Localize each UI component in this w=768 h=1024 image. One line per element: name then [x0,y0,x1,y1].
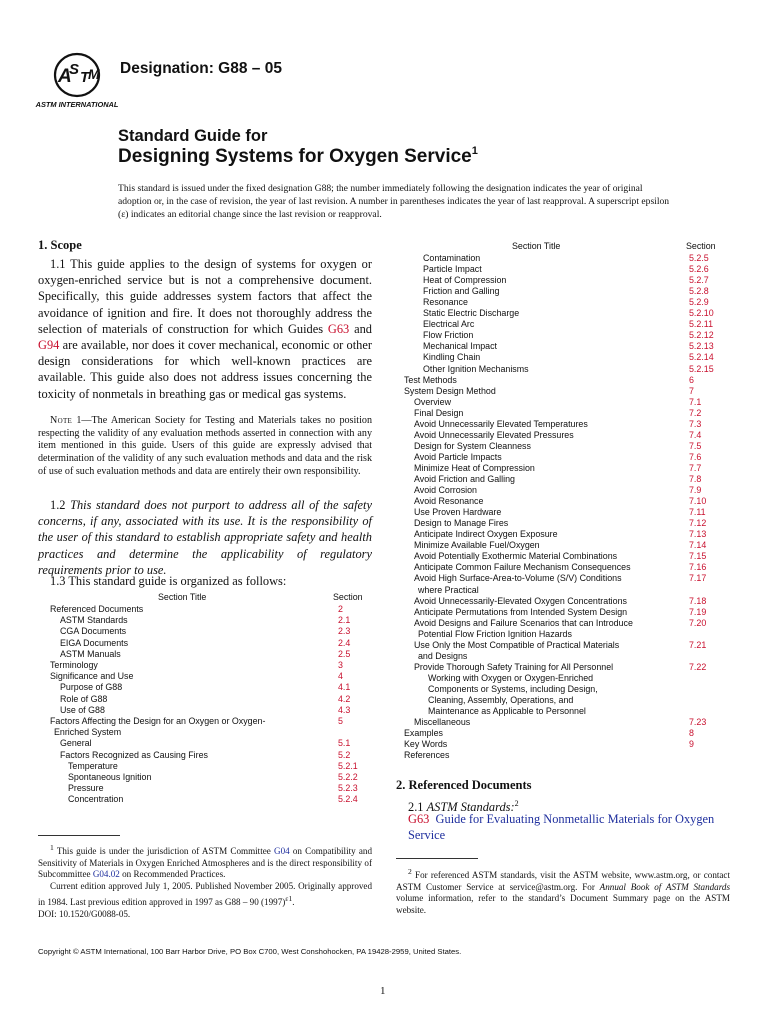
toc-row-section-link[interactable]: 7.16 [689,562,707,573]
svg-text:M: M [88,66,100,82]
toc-row-section-link[interactable]: 2.5 [338,648,351,659]
astm-logo [35,50,119,110]
toc-row-title: References [404,750,450,761]
note-label: Note [50,415,73,426]
footnote-1: $^1$ This guide is under the jurisdiction of ASTM Committee G04 on Compatibility and Sensitivity of Materials in Oxygen Enriched Atmospheres and is the direct responsibility of Subcommittee G04.02 on Recommended Practices. Current edition approved July 1, 2005. Published November 2005. Originally approved in 1984. Last previous edition approved in 1997 as G88 – 90 $(1997)^{\varepsilon 1}$. DOI: 10.1520/G0088-05. [38,843,372,919]
toc-row-title: Test Methods [404,374,457,385]
toc-header-title: Section Title [512,241,561,251]
toc-row-title: Static Electric Discharge [423,308,520,319]
toc-row-title: Pressure [68,783,104,794]
toc-row-title: Design to Manage Fires [414,518,509,529]
toc-row-title: Minimize Available Fuel/Oxygen [414,540,540,551]
astm-standards-subheading: 2.1 ASTM Standards:$^2$ [408,799,519,815]
g63-reference [408,811,730,843]
toc-row-title: Use Only the Most Compatible of Practical Materials [414,639,620,650]
footnote-2: $^2$ For referenced ASTM standards, visit the ASTM website, www.astm.org, or contact ASTM Customer Service at service@astm.org. For Annual Book of ASTM Standards volume information, refer to the standard’s Document Summary page on the ASTM website. [396,867,730,916]
toc-row-section-link[interactable]: 5.1 [338,738,351,749]
toc-row-section-link[interactable]: 3 [338,660,343,670]
toc-row-section-link[interactable]: 7.10 [689,496,707,507]
toc-row-title: Flow Friction [423,330,474,341]
scope-paragraph-1-3: 1.3 This standard guide is organized as follows: [50,574,287,588]
toc-row-section-link[interactable]: 4.2 [338,693,351,704]
toc-row-section-link[interactable]: 5.2.14 [689,352,714,363]
toc-row-section-link[interactable]: 5.2.1 [338,760,358,771]
toc-row-title: CGA Documents [60,626,127,637]
toc-row-title: Miscellaneous [414,717,471,728]
svg-text:ASTM INTERNATIONAL: ASTM INTERNATIONAL [35,100,119,109]
designation: Designation: G88 – 05 [120,60,282,77]
toc-row-section-link[interactable]: 7.1 [689,396,702,407]
svg-text:T: T [80,69,90,86]
toc-row-title: Contamination [423,253,481,263]
toc-row-title: Anticipate Common Failure Mechanism Consequences [414,562,631,573]
toc-header-section: Section [333,592,363,602]
toc-row-title: ASTM Standards [60,615,128,626]
toc-row-title: Use of G88 [60,704,105,715]
toc-row-title: ASTM Manuals [60,648,121,659]
toc-row-section-link[interactable]: 7.15 [689,551,707,562]
toc-row-title: Avoid Particle Impacts [414,451,502,462]
link-g04-02[interactable]: G04.02 [92,869,120,880]
toc-row-title: Minimize Heat of Compression [414,462,535,473]
toc-row-section-link[interactable]: 7.9 [689,485,702,496]
toc-row-title: Terminology [50,660,98,670]
toc-row-title: Spontaneous Ignition [68,772,152,782]
link-g63-title[interactable]: Guide for Evaluating Nonmetallic Materials for Oxygen Service [408,812,715,843]
toc-row-title: Resonance [423,297,468,308]
toc-row-title: Referenced Documents [50,604,144,614]
toc-row-section-link[interactable]: 7.2 [689,407,702,418]
toc-row-section-link[interactable]: 7.11 [689,507,706,518]
toc-row-section-link[interactable]: 7.8 [689,474,702,484]
toc-row-title: Heat of Compression [423,275,507,286]
toc-row-section-link[interactable]: 7.22 [689,661,707,672]
scope-paragraph-1-2: 1.2 This standard does not purport to address all of the safety concerns, if any, associated with its use. It is the responsibility of the user of this standard to establish appropriate safety and health practices and determine the applicability of regulatory requirements prior to use. [38,498,372,577]
toc-row-title: Significance and Use [50,671,134,682]
toc-row-title: Kindling Chain [423,352,481,363]
toc-row-section-link[interactable]: 7.13 [689,529,707,540]
link-g04[interactable]: G04 [274,846,290,857]
link-g63-ref[interactable]: G63 [408,812,430,826]
toc-row-title: and Designs [418,650,468,661]
toc-row-title: Provide Thorough Safety Training for All Personnel [414,661,614,672]
toc-row-title: Cleaning, Assembly, Operations, and [428,695,574,705]
toc-row-title: Friction and Galling [423,286,500,297]
toc-row-section-link[interactable]: 7.21 [689,639,707,650]
toc-row-section-link[interactable]: 5.2.6 [689,264,709,275]
toc-row-section-link[interactable]: 7 [689,385,694,396]
toc-row-section-link[interactable]: 7.3 [689,418,702,429]
toc-row-section-link[interactable]: 7.12 [689,518,707,529]
link-g94[interactable]: G94 [38,338,60,353]
toc-row-section-link[interactable]: 4.1 [338,682,351,693]
toc-header-section: Section [686,241,716,251]
toc-row-title: Other Ignition Mechanisms [423,363,529,374]
toc-row-section-link[interactable]: 5.2.11 [689,319,714,330]
toc-row-title: Avoid Potentially Exothermic Material Combinations [414,551,618,562]
toc-row-title: Role of G88 [60,693,108,704]
toc-row-section-link[interactable]: 2.4 [338,637,351,648]
toc-row-section-link[interactable]: 9 [689,739,694,750]
note-1: Note 1—The American Society for Testing and Materials takes no position respecting the validity of any evaluation methods asserted in connection with any item mentioned in this guide. Users of this guide are expressly advised that determination of the validity of any such evaluation methods and data and the risk of use of such evaluation methods and data are entirely their own responsibility. [38,415,372,477]
toc-row-title: Avoid Designs and Failure Scenarios that can Introduce [414,617,633,628]
toc-row-title: System Design Method [404,385,496,396]
toc-row-title: Anticipate Indirect Oxygen Exposure [414,529,558,540]
link-g63[interactable]: G63 [327,321,350,336]
toc-header-title: Section Title [158,592,207,602]
title-footnote-ref[interactable]: 1 [471,145,478,157]
toc-row-title: Avoid Resonance [414,496,484,507]
toc-row-title: Maintenance as Applicable to Personnel [428,706,586,717]
toc-row-title: where Practical [418,584,479,595]
toc-row-title: Potential Flow Friction Ignition Hazards [418,628,572,639]
svg-text:A: A [58,66,72,87]
scope-paragraph-1-1: 1.1 This guide applies to the design of systems for oxygen or oxygen-enriched service but is not a comprehensive document. Specifically, this guide addresses system factors that affect the avoidance of ignition and fire. It does not thoroughly address the selection of materials of construction for which Guides G63 and G94 are available, nor does it cover mechanical, economic or other design considerations for which well-known practices are available. This guide also does not address issues concerning the toxicity of nonmetals in breathing gas or medical gas systems. [38,257,372,401]
toc-row-section-link[interactable]: 5.2.8 [689,286,709,297]
toc-row-section-link[interactable]: 5.2.4 [338,794,358,805]
toc-row-section-link[interactable]: 7.4 [689,429,702,440]
toc-row-section-link[interactable]: 8 [689,728,694,739]
toc-row-title: Temperature [68,760,118,771]
toc-row-title: General [60,738,92,749]
toc-row-title: Avoid High Surface-Area-to-Volume (S/V) Conditions [414,573,622,584]
toc-row-section-link[interactable]: 5.2.5 [689,253,709,263]
toc-row-section-link[interactable]: 7.19 [689,606,707,617]
toc-row-section-link[interactable]: 2.3 [338,626,351,637]
toc-row-section-link[interactable]: 5.2.3 [338,783,358,794]
toc-row-title: EIGA Documents [60,637,129,648]
svg-text:S: S [69,61,80,78]
toc-row-title: Working with Oxygen or Oxygen-Enriched [428,672,594,683]
toc-row-title: Final Design [414,407,464,418]
toc-row-title: Anticipate Permutations from Intended System Design [414,606,628,617]
toc-row-section-link[interactable]: 7.6 [689,451,702,462]
section-1-heading: 1. Scope [38,238,82,252]
toc-row-title: Examples [404,728,443,739]
toc-row-section-link[interactable]: 7.5 [689,440,702,451]
toc-row-section-link[interactable]: 5.2.12 [689,330,714,341]
toc-row-title: Avoid Unnecessarily Elevated Pressures [414,429,574,440]
toc-row-section-link[interactable]: 7.17 [689,573,707,584]
toc-row-title: Factors Recognized as Causing Fires [60,749,208,760]
toc-row-title: Design for System Cleanness [414,440,531,451]
toc-row-section-link[interactable]: 5.2.15 [689,363,714,374]
toc-row-section-link[interactable]: 5 [338,716,343,726]
toc-row-section-link[interactable]: 7.18 [689,595,707,606]
toc-row-section-link[interactable]: 6 [689,374,694,385]
toc-row-title: Purpose of G88 [60,682,123,693]
toc-row-title: Avoid Corrosion [414,485,477,496]
toc-row-title: Particle Impact [423,264,482,275]
issued-statement: This standard is issued under the fixed designation G88; the number immediately following the designation indicates the year of original adoption or, in the case of revision, the year of last revision. A number in parentheses indicates the year of last reapproval. A superscript epsilon (ε) indicates an editorial change since the last revision or reapproval. [118,183,670,220]
toc-row-section-link[interactable]: 7.7 [689,462,702,473]
title-line-2: Designing Systems for Oxygen Service$^1$ [118,145,478,167]
toc-row-section-link[interactable]: 5.2.2 [338,772,358,782]
toc-row-section-link[interactable]: 5.2.13 [689,341,714,352]
toc-row-title: Electrical Arc [423,319,475,330]
toc-row-title: Avoid Friction and Galling [414,474,515,484]
toc-row-section-link[interactable]: 4.3 [338,704,351,715]
toc-row-section-link[interactable]: 5.2 [338,749,351,760]
toc-row-title: Enriched System [54,727,122,738]
toc-row-title: Components or Systems, including Design, [428,683,598,694]
toc-row-section-link[interactable]: 7.23 [689,717,707,728]
footnote-rule-left [38,835,120,836]
footnote-rule-right [396,858,478,859]
toc-row-title: Avoid Unnecessarily Elevated Temperatures [414,418,588,429]
toc-row-section-link[interactable]: 5.2.10 [689,308,714,319]
copyright-notice: Copyright © ASTM International, 100 Barr Harbor Drive, PO Box C700, West Conshohocken, PA 19428-2959, United States. [38,947,462,956]
toc-row-title: Use Proven Hardware [414,507,502,518]
toc-row-section-link[interactable]: 2 [338,604,343,614]
toc-row-section-link[interactable]: 4 [338,671,343,682]
toc-row-section-link[interactable]: 7.20 [689,617,707,628]
page-number: 1 [380,985,386,997]
toc-row-section-link[interactable]: 2.1 [338,615,351,626]
toc-row-title: Avoid Unnecessarily-Elevated Oxygen Concentrations [414,595,627,606]
toc-row-title: Mechanical Impact [423,341,497,352]
section-2-heading: 2. Referenced Documents [396,778,532,792]
toc-row-title: Concentration [68,794,124,805]
toc-row-section-link[interactable]: 7.14 [689,540,707,551]
toc-row-section-link[interactable]: 5.2.7 [689,275,709,286]
title-line-1: Standard Guide for [118,127,268,145]
toc-row-title: Overview [414,396,451,407]
toc-row-title: Factors Affecting the Design for an Oxygen or Oxygen- [50,716,266,726]
toc-row-section-link[interactable]: 5.2.9 [689,297,709,308]
toc-row-title: Key Words [404,739,448,750]
